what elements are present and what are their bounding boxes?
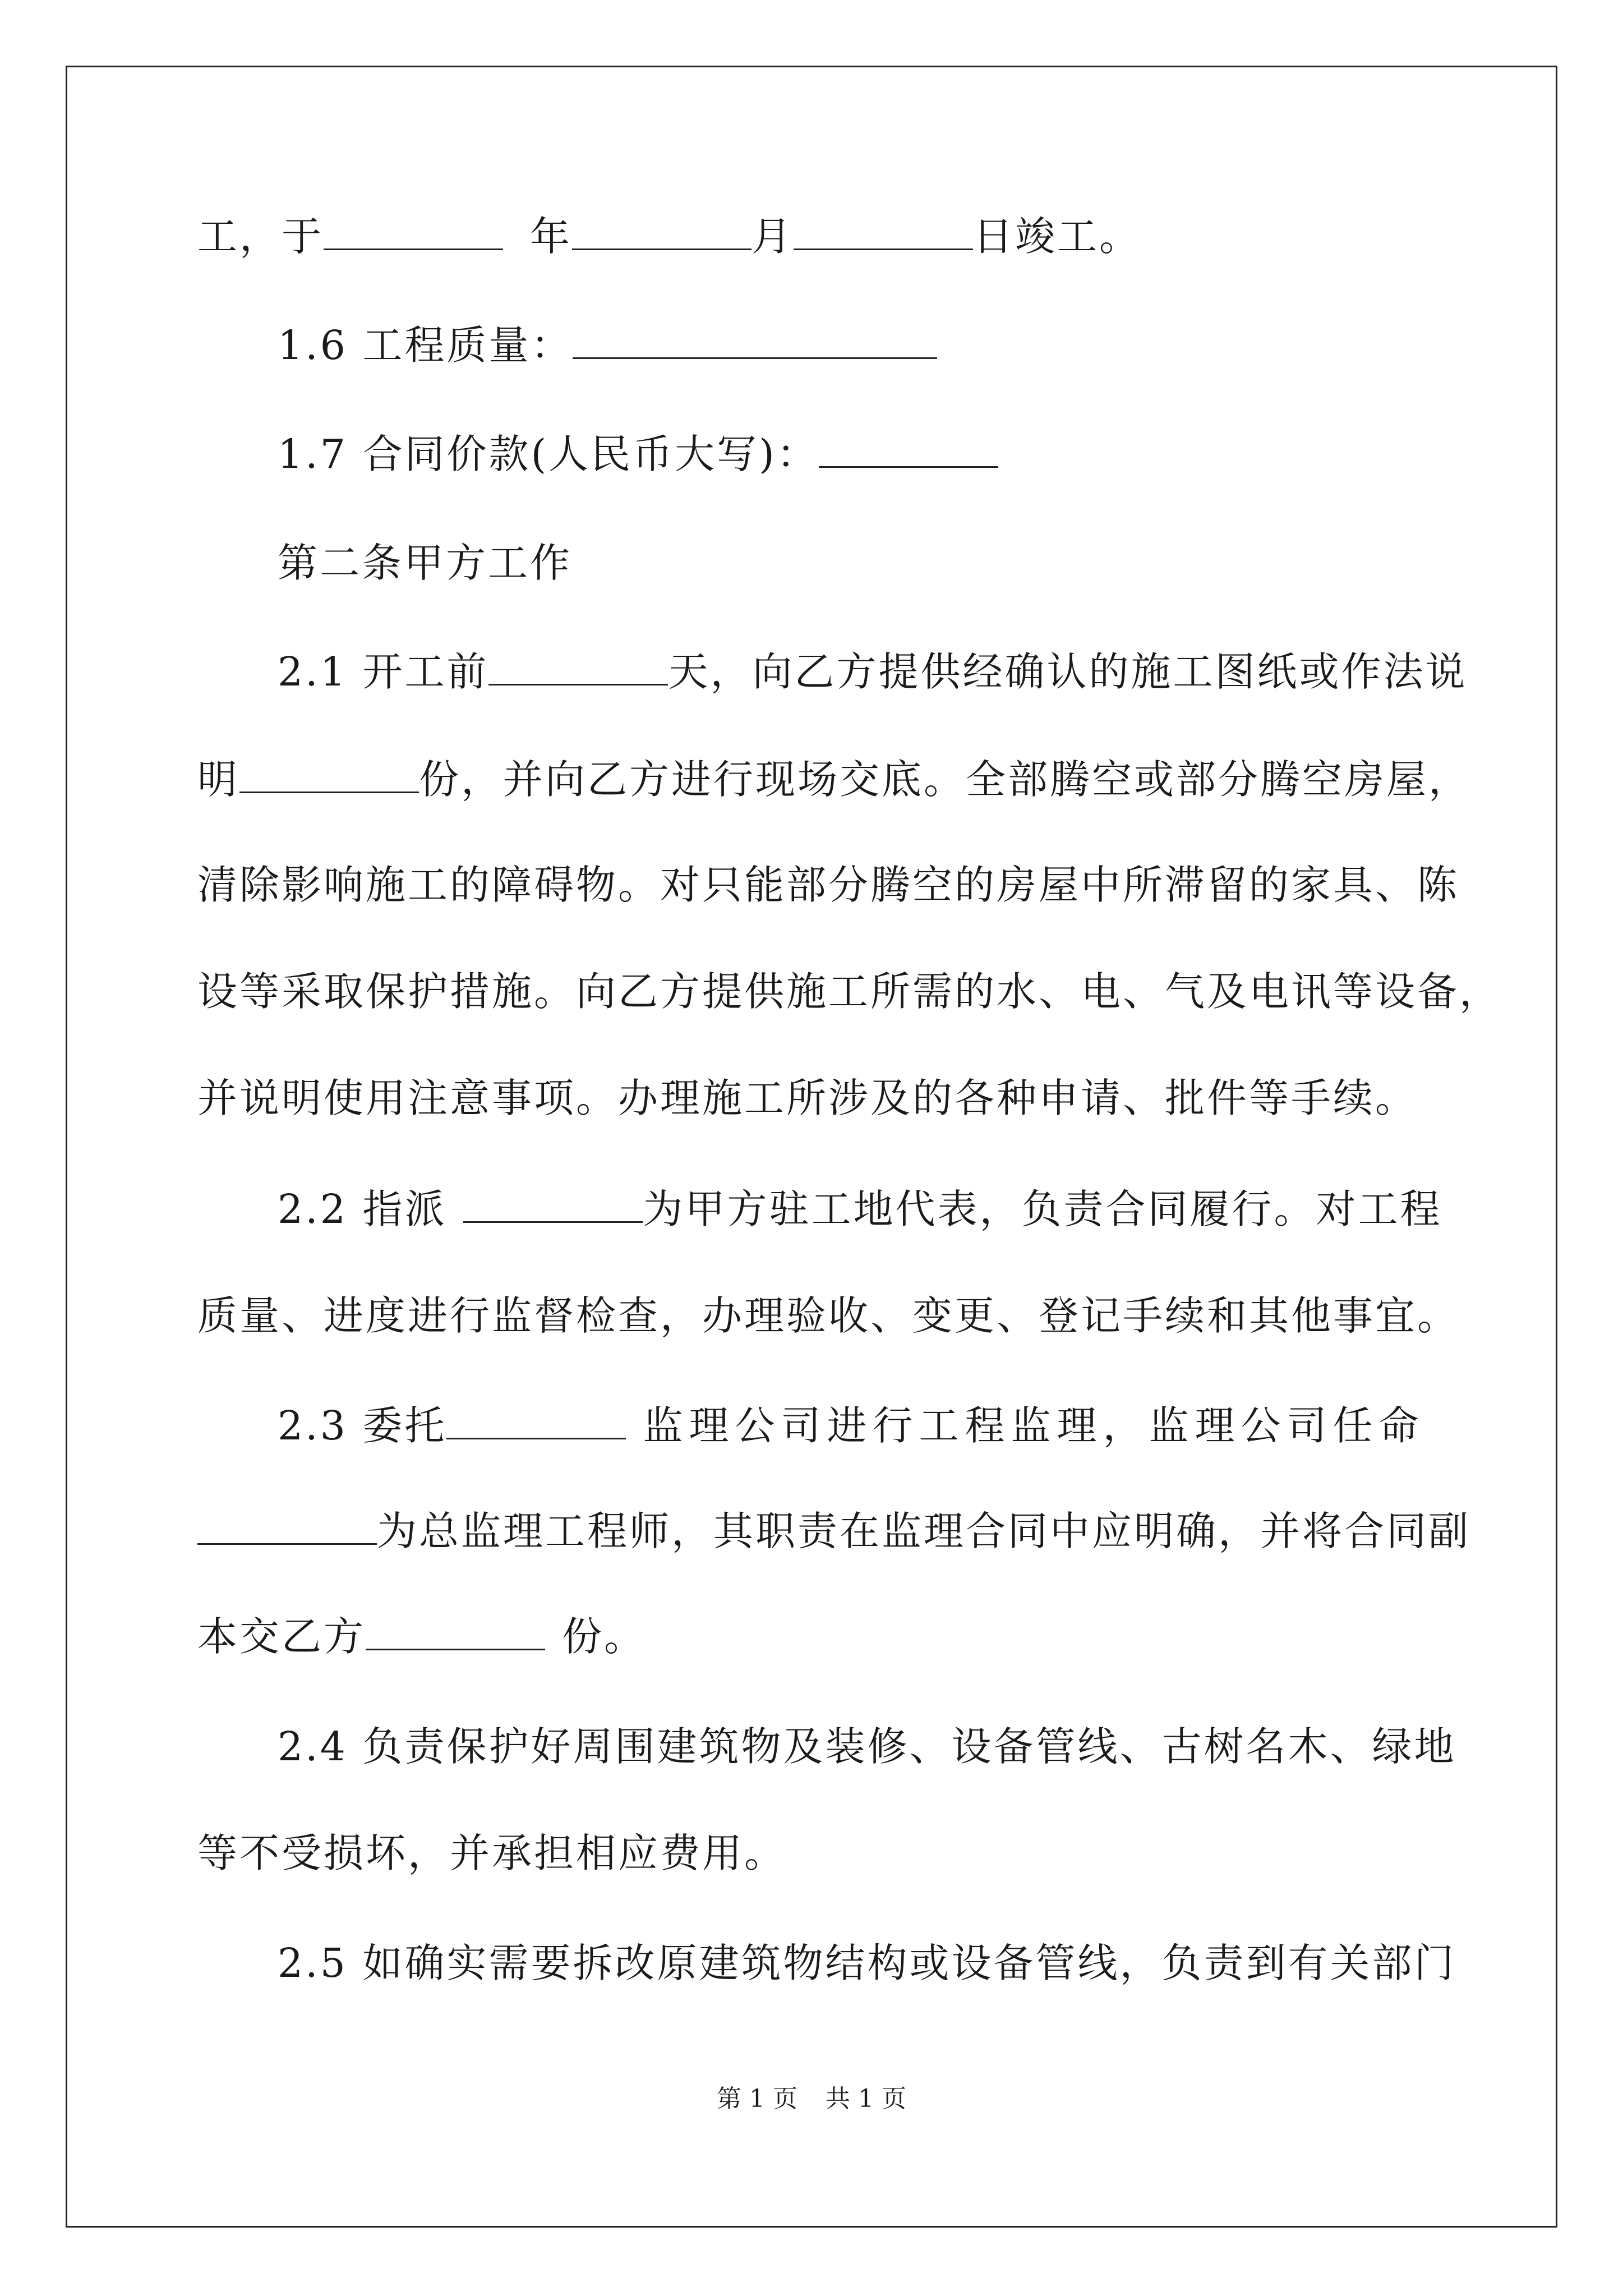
page-footer xyxy=(0,2082,1623,2116)
blank-supervision-company[interactable] xyxy=(446,1398,626,1439)
clause-2-2: 2.2 指派 为甲方驻工地代表，负责合同履行。对工程 xyxy=(278,1181,1442,1237)
text-line: 并说明使用注意事项。办理施工所涉及的各种申请、批件等手续。 xyxy=(197,1075,1418,1121)
page-total: 共 1 页 xyxy=(826,2085,906,2113)
blank-price[interactable] xyxy=(819,427,998,468)
clause-2-5: 2.5 如确实需要拆改原建筑物结构或设备管线，负责到有关部门 xyxy=(278,1940,1456,1986)
text-line: 等不受损坏，并承担相应费用。 xyxy=(197,1830,787,1876)
blank-year[interactable] xyxy=(324,209,503,250)
blank-days-before[interactable] xyxy=(488,645,668,685)
text-line: 清除影响施工的障碍物。对只能部分腾空的房屋中所滞留的家具、陈 xyxy=(197,862,1460,908)
blank-chief-engineer[interactable] xyxy=(197,1504,377,1545)
clause-1-7: 1.7 合同价款(人民币大写)： xyxy=(278,426,998,482)
clause-2-4: 2.4 负责保护好周围建筑物及装修、设备管线、古树名木、绿地 xyxy=(278,1723,1456,1770)
blank-quality[interactable] xyxy=(573,318,937,359)
blank-representative[interactable] xyxy=(463,1182,643,1223)
blank-contract-copies[interactable] xyxy=(366,1609,545,1650)
text-line: 设等采取保护措施。向乙方提供施工所需的水、电、气及电讯等设备， xyxy=(197,968,1502,1015)
blank-copies[interactable] xyxy=(239,752,419,793)
text-line: 质量、进度进行监督检查，办理验收、变更、登记手续和其他事宜。 xyxy=(197,1292,1460,1339)
blank-day[interactable] xyxy=(794,209,973,250)
clause-1-6: 1.6 工程质量： xyxy=(278,318,937,374)
text-line: 本交乙方 份。 xyxy=(197,1609,646,1665)
page-number: 第 1 页 xyxy=(717,2085,797,2113)
clause-2-3: 2.3 委托 监理公司进行工程监理，监理公司任命 xyxy=(278,1398,1425,1454)
text-line: 为总监理工程师，其职责在监理合同中应明确，并将合同副 xyxy=(197,1503,1470,1559)
blank-month[interactable] xyxy=(572,209,751,250)
section-heading-article-2: 第二条甲方工作 xyxy=(278,540,573,586)
text-line: 明 份，并向乙方进行现场交底。全部腾空或部分腾空房屋， xyxy=(197,752,1470,808)
text-line-completion-date: 工，于 年 月 日竣工。 xyxy=(197,209,1141,265)
page-border xyxy=(66,66,1557,2228)
clause-2-1: 2.1 开工前 天，向乙方提供经确认的施工图纸或作法说 xyxy=(278,644,1468,700)
